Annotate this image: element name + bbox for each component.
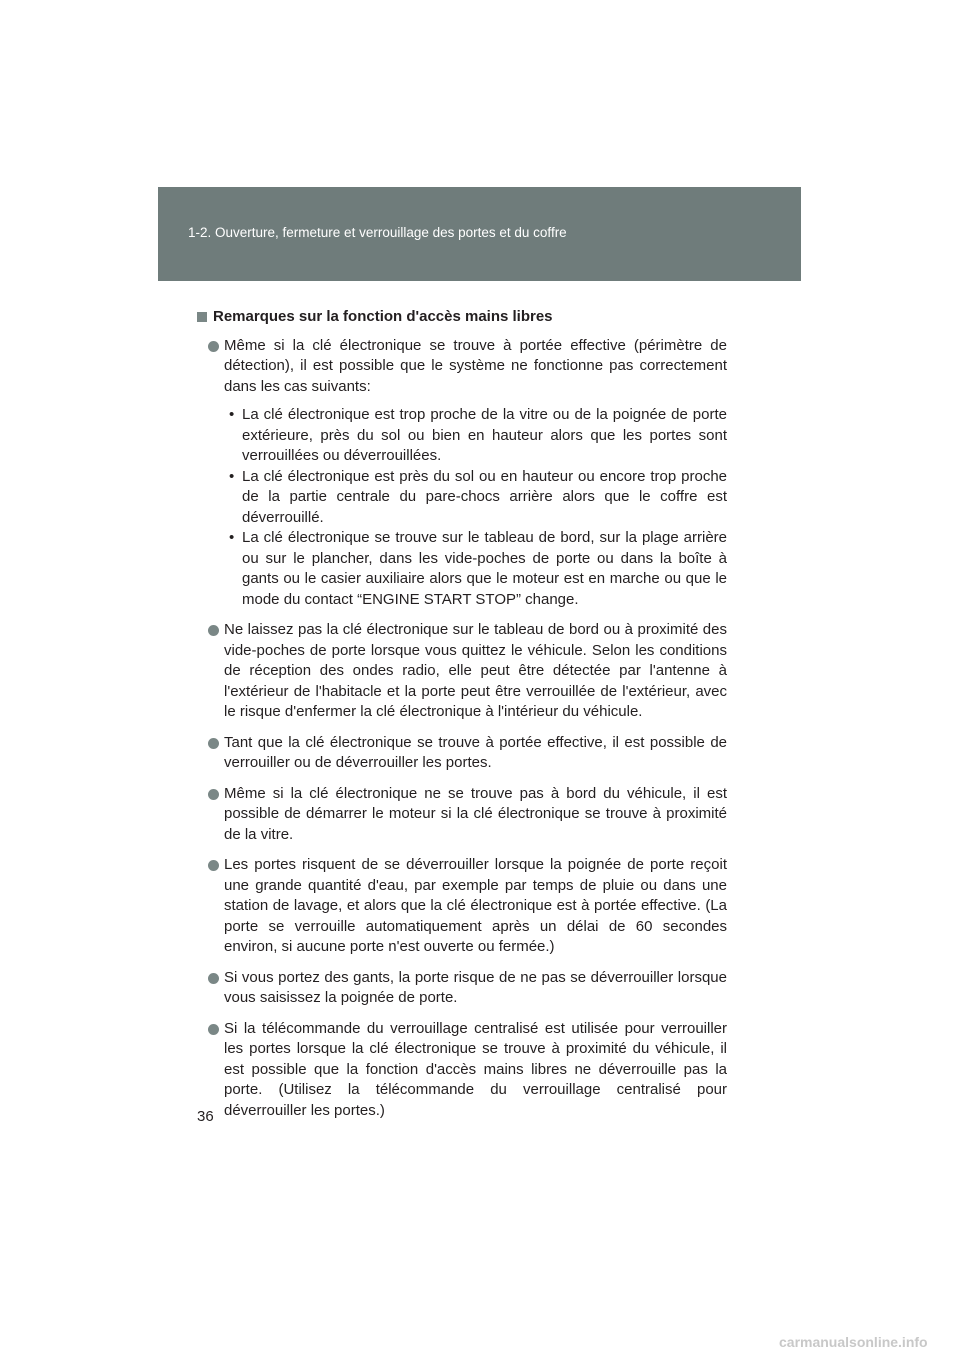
sub-list-item-text: La clé électronique est trop proche de la vitre ou de la poignée de porte extérieure, près du sol ou bien en hauteur alors que les portes sont verrouillées ou déverrouillées.: [242, 406, 727, 464]
list-item-text: Même si la clé électronique se trouve à portée effective (périmètre de détection), il est possible que le système ne fonctionne pas correctement dans les cas suivants:: [224, 336, 727, 395]
sub-list-item: [224, 467, 727, 529]
sub-list-item: [224, 405, 727, 467]
page-number: 36: [197, 1108, 214, 1125]
list-item: [197, 1019, 727, 1122]
circle-bullet-icon: [208, 973, 219, 984]
list-item: [197, 733, 727, 774]
circle-bullet-icon: [208, 625, 219, 636]
sub-list-item-text: La clé électronique est près du sol ou en hauteur ou encore trop proche de la partie centrale du pare-chocs arrière alors que le coffre est déverrouillé.: [242, 467, 727, 526]
watermark: carmanualsonline.info: [779, 1334, 928, 1350]
list-item-text: Ne laissez pas la clé électronique sur le tableau de bord ou à proximité des vide-poches de porte lorsque vous quittez le véhicule. Selon les conditions de réception des ondes radio, elle peut être détectée par l'antenne à l'extérieur de l'habitacle et la porte peut être verrouillée de l'extérieur, avec le risque d'enfermer la clé électronique à l'intérieur du véhicule.: [224, 621, 727, 720]
circle-bullet-icon: [208, 341, 219, 352]
list-item: [197, 336, 727, 611]
list-item: [197, 784, 727, 846]
list-item-text: Les portes risquent de se déverrouiller lorsque la poignée de porte reçoit une grande quantité d'eau, par exemple par temps de pluie ou dans une station de lavage, et alors que la clé électronique est à portée effective. (La porte se verrouille automatiquement après un délai de 60 secondes environ, si aucune porte n'est ouverte ou fermée.): [224, 856, 727, 955]
square-bullet-icon: [197, 312, 207, 322]
section-header-band: [158, 187, 801, 281]
list-item: [197, 855, 727, 958]
small-dot-icon: •: [229, 467, 235, 485]
sub-list: [224, 405, 727, 610]
section-heading: [197, 307, 727, 328]
list-item-text: Si vous portez des gants, la porte risque de ne pas se déverrouiller lorsque vous saisissez la poignée de porte.: [224, 968, 727, 1006]
section-heading-text: Remarques sur la fonction d'accès mains libres: [213, 308, 553, 325]
list-item-text: Tant que la clé électronique se trouve à portée effective, il est possible de verrouiller ou de déverrouiller les portes.: [224, 733, 727, 771]
small-dot-icon: •: [229, 529, 235, 546]
list-item: [197, 968, 727, 1009]
sub-list-item: [224, 528, 727, 610]
list-item: [197, 620, 727, 723]
circle-bullet-icon: [208, 1024, 219, 1035]
circle-bullet-icon: [208, 860, 219, 871]
list-item-text: Si la télécommande du verrouillage centralisé est utilisée pour verrouiller les portes lorsque la clé électronique se trouve à proximité du véhicule, il est possible que la fonction d'accès mains libres ne déverrouille pas la porte. (Utilisez la télécommande du verrouillage centralisé pour déverrouiller les portes.): [224, 1019, 727, 1119]
list-item-text: Même si la clé électronique ne se trouve pas à bord du véhicule, il est possible de démarrer le moteur si la clé électronique se trouve à proximité de la vitre.: [224, 784, 727, 843]
section-header-title: 1-2. Ouverture, fermeture et verrouillage des portes et du coffre: [188, 225, 567, 240]
circle-bullet-icon: [208, 738, 219, 749]
main-content: [197, 307, 727, 1131]
sub-list-item-text: La clé électronique se trouve sur le tableau de bord, sur la plage arrière ou sur le plancher, dans les vide-poches de porte ou dans la boîte à gants ou le casier auxiliaire alors que le moteur est en marche ou que le mode du contact “ENGINE START STOP” change.: [242, 529, 727, 608]
small-dot-icon: •: [229, 406, 235, 423]
circle-bullet-icon: [208, 789, 219, 800]
